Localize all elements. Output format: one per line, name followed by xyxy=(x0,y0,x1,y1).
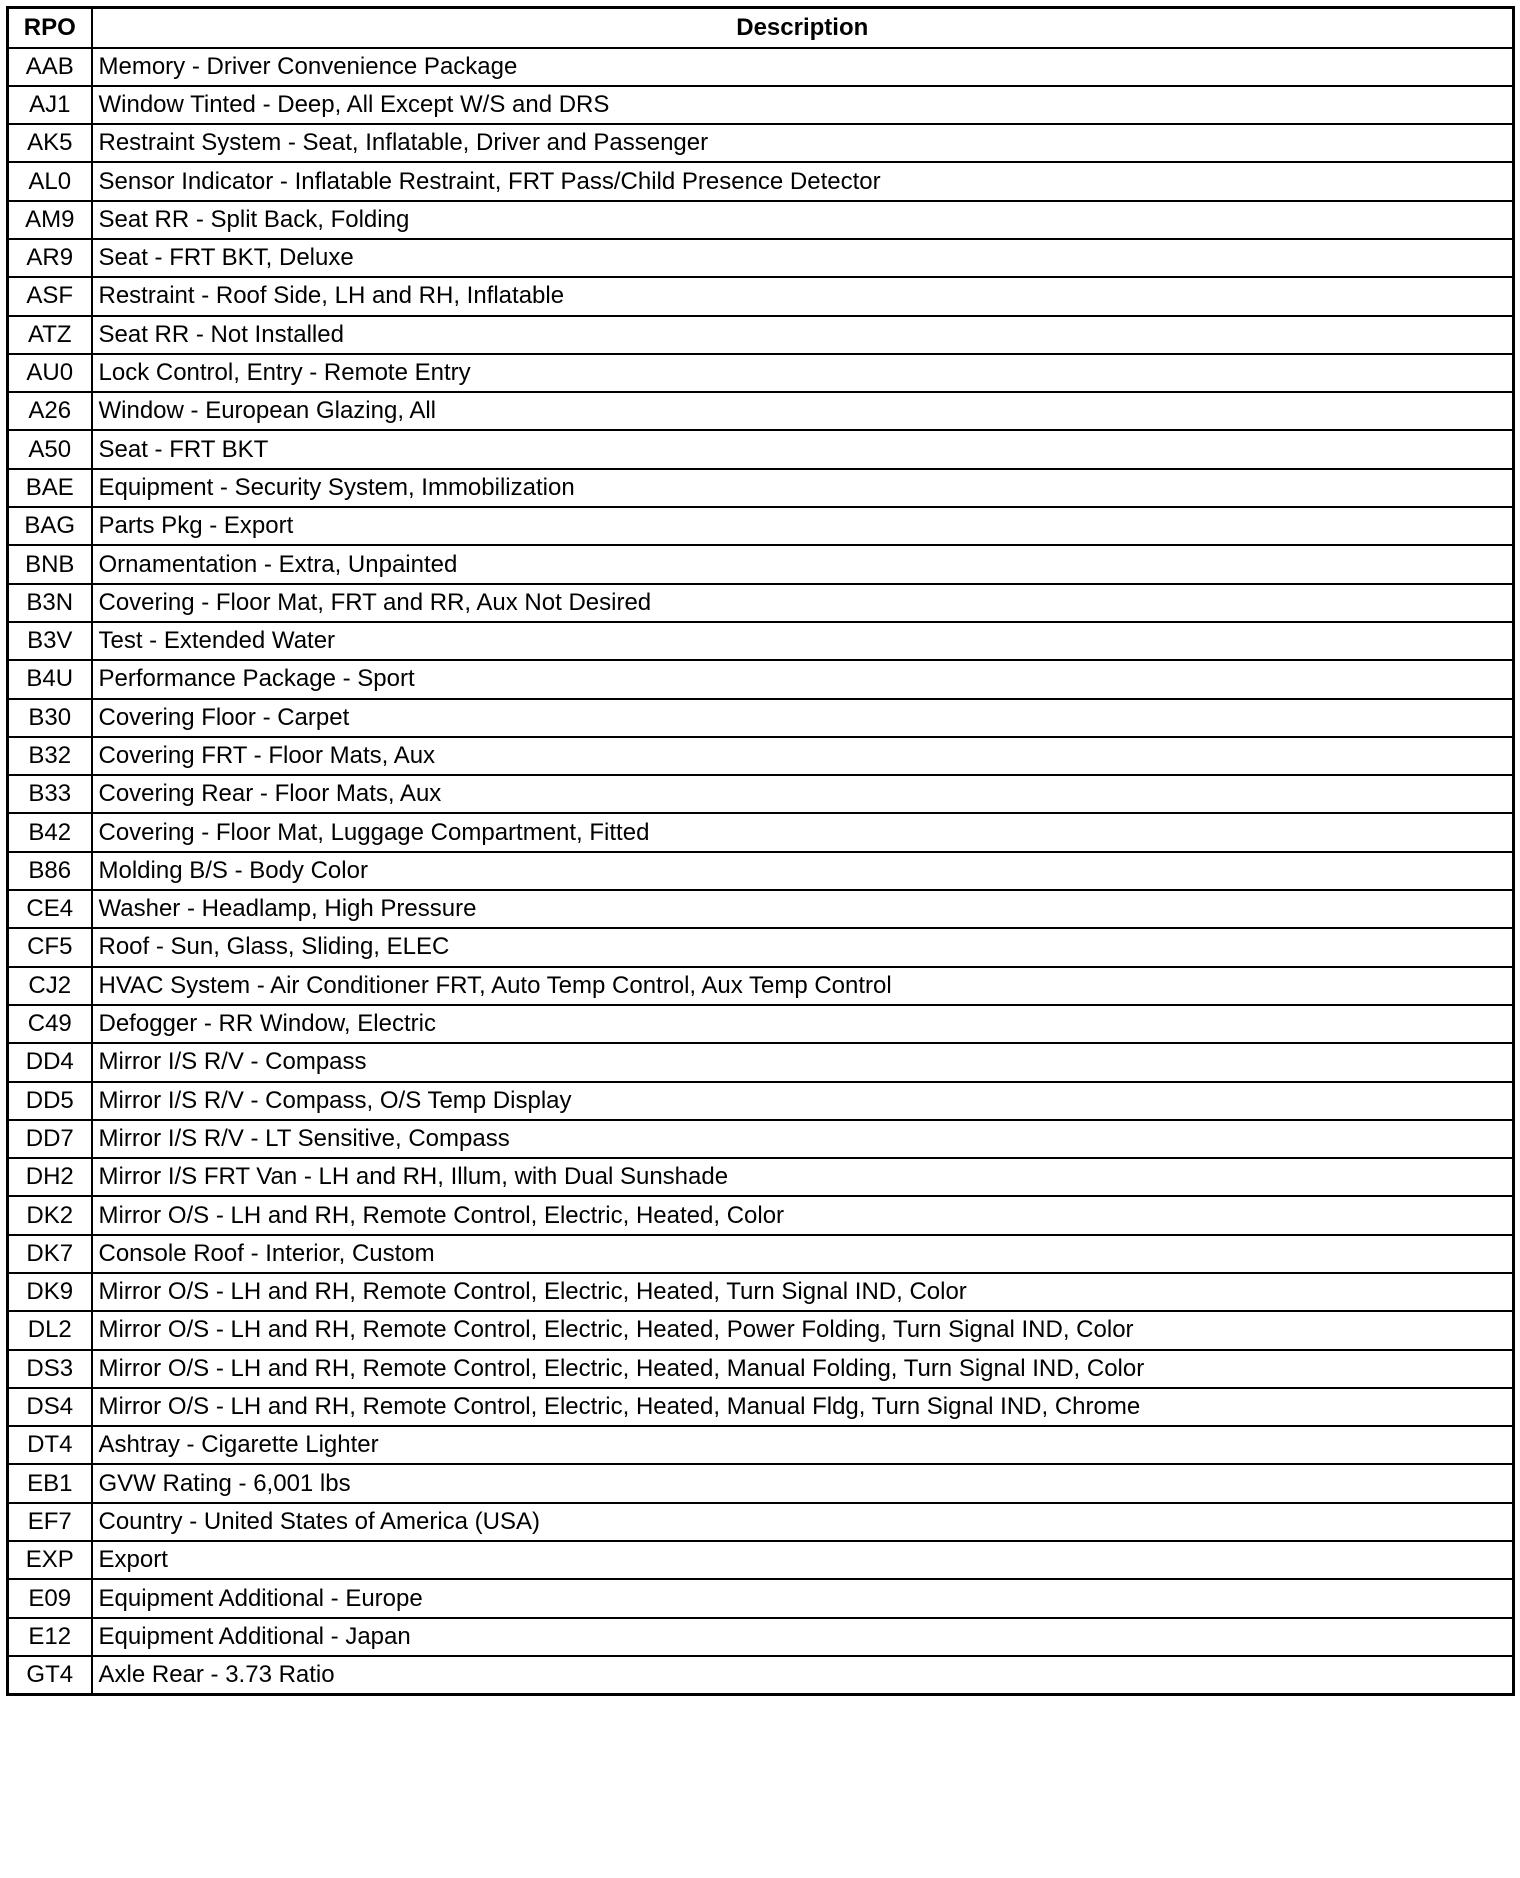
rpo-code-cell: AK5 xyxy=(8,124,92,162)
rpo-code-cell: A50 xyxy=(8,430,92,468)
table-body xyxy=(8,48,1514,1695)
table-row xyxy=(8,584,1514,622)
rpo-code-cell: B33 xyxy=(8,775,92,813)
table-row xyxy=(8,354,1514,392)
rpo-code-cell: DH2 xyxy=(8,1158,92,1196)
description-cell: Memory - Driver Convenience Package xyxy=(92,48,1514,86)
table-row xyxy=(8,1005,1514,1043)
table-row xyxy=(8,775,1514,813)
rpo-code-cell: DK9 xyxy=(8,1273,92,1311)
rpo-code-cell: CF5 xyxy=(8,928,92,966)
description-cell: Mirror O/S - LH and RH, Remote Control, Electric, Heated, Manual Fldg, Turn Signal IND, Chrome xyxy=(92,1388,1514,1426)
description-cell: Sensor Indicator - Inflatable Restraint, FRT Pass/Child Presence Detector xyxy=(92,162,1514,200)
table-row xyxy=(8,737,1514,775)
rpo-code-cell: EF7 xyxy=(8,1503,92,1541)
rpo-table xyxy=(6,6,1515,1696)
description-cell: Test - Extended Water xyxy=(92,622,1514,660)
table-row xyxy=(8,545,1514,583)
description-cell: Mirror O/S - LH and RH, Remote Control, Electric, Heated, Manual Folding, Turn Signal IND, Color xyxy=(92,1350,1514,1388)
rpo-code-cell: AU0 xyxy=(8,354,92,392)
description-column-header: Description xyxy=(92,8,1514,48)
description-cell: Seat - FRT BKT, Deluxe xyxy=(92,239,1514,277)
rpo-code-cell: B30 xyxy=(8,699,92,737)
description-cell: Window Tinted - Deep, All Except W/S and DRS xyxy=(92,86,1514,124)
table-row xyxy=(8,1541,1514,1579)
table-row xyxy=(8,1503,1514,1541)
rpo-code-cell: DD5 xyxy=(8,1082,92,1120)
description-cell: Restraint - Roof Side, LH and RH, Inflatable xyxy=(92,277,1514,315)
table-row xyxy=(8,507,1514,545)
description-cell: Equipment Additional - Europe xyxy=(92,1579,1514,1617)
rpo-code-cell: DS3 xyxy=(8,1350,92,1388)
description-cell: Mirror I/S R/V - LT Sensitive, Compass xyxy=(92,1120,1514,1158)
table-row xyxy=(8,699,1514,737)
header-row xyxy=(8,8,1514,48)
rpo-code-cell: B3V xyxy=(8,622,92,660)
description-cell: Parts Pkg - Export xyxy=(92,507,1514,545)
description-cell: Country - United States of America (USA) xyxy=(92,1503,1514,1541)
description-cell: Mirror O/S - LH and RH, Remote Control, Electric, Heated, Turn Signal IND, Color xyxy=(92,1273,1514,1311)
table-row xyxy=(8,201,1514,239)
rpo-code-cell: CJ2 xyxy=(8,967,92,1005)
description-cell: Covering Rear - Floor Mats, Aux xyxy=(92,775,1514,813)
rpo-code-cell: B4U xyxy=(8,660,92,698)
description-cell: Lock Control, Entry - Remote Entry xyxy=(92,354,1514,392)
rpo-code-cell: EB1 xyxy=(8,1464,92,1502)
rpo-code-cell: DS4 xyxy=(8,1388,92,1426)
rpo-code-cell: GT4 xyxy=(8,1656,92,1694)
description-cell: Covering Floor - Carpet xyxy=(92,699,1514,737)
table-row xyxy=(8,277,1514,315)
table-row xyxy=(8,1235,1514,1273)
table-row xyxy=(8,1579,1514,1617)
rpo-code-cell: BAG xyxy=(8,507,92,545)
description-cell: Export xyxy=(92,1541,1514,1579)
rpo-code-cell: DK7 xyxy=(8,1235,92,1273)
description-cell: Performance Package - Sport xyxy=(92,660,1514,698)
description-cell: Equipment Additional - Japan xyxy=(92,1618,1514,1656)
rpo-code-cell: DD7 xyxy=(8,1120,92,1158)
description-cell: Ornamentation - Extra, Unpainted xyxy=(92,545,1514,583)
rpo-code-cell: A26 xyxy=(8,392,92,430)
rpo-code-cell: DT4 xyxy=(8,1426,92,1464)
table-row xyxy=(8,928,1514,966)
rpo-code-cell: BAE xyxy=(8,469,92,507)
table-row xyxy=(8,660,1514,698)
rpo-code-cell: AR9 xyxy=(8,239,92,277)
table-row xyxy=(8,622,1514,660)
table-row xyxy=(8,1464,1514,1502)
rpo-code-cell: BNB xyxy=(8,545,92,583)
table-row xyxy=(8,239,1514,277)
table-row xyxy=(8,1656,1514,1694)
description-cell: Mirror O/S - LH and RH, Remote Control, Electric, Heated, Color xyxy=(92,1196,1514,1234)
description-cell: Roof - Sun, Glass, Sliding, ELEC xyxy=(92,928,1514,966)
description-cell: Window - European Glazing, All xyxy=(92,392,1514,430)
description-cell: Seat RR - Split Back, Folding xyxy=(92,201,1514,239)
table-row xyxy=(8,162,1514,200)
table-row xyxy=(8,1196,1514,1234)
rpo-code-cell: CE4 xyxy=(8,890,92,928)
description-cell: Seat - FRT BKT xyxy=(92,430,1514,468)
description-cell: GVW Rating - 6,001 lbs xyxy=(92,1464,1514,1502)
description-cell: Console Roof - Interior, Custom xyxy=(92,1235,1514,1273)
rpo-code-cell: EXP xyxy=(8,1541,92,1579)
rpo-code-cell: DD4 xyxy=(8,1043,92,1081)
table-row xyxy=(8,1120,1514,1158)
description-cell: Washer - Headlamp, High Pressure xyxy=(92,890,1514,928)
description-cell: Restraint System - Seat, Inflatable, Driver and Passenger xyxy=(92,124,1514,162)
table-row xyxy=(8,1388,1514,1426)
rpo-code-cell: B3N xyxy=(8,584,92,622)
rpo-column-header: RPO xyxy=(8,8,92,48)
description-cell: Mirror I/S R/V - Compass xyxy=(92,1043,1514,1081)
rpo-code-cell: B42 xyxy=(8,813,92,851)
table-row xyxy=(8,469,1514,507)
rpo-code-cell: ASF xyxy=(8,277,92,315)
rpo-code-cell: AJ1 xyxy=(8,86,92,124)
table-row xyxy=(8,1618,1514,1656)
rpo-code-cell: DL2 xyxy=(8,1311,92,1349)
table-row xyxy=(8,1311,1514,1349)
table-row xyxy=(8,1082,1514,1120)
description-cell: Mirror I/S R/V - Compass, O/S Temp Display xyxy=(92,1082,1514,1120)
description-cell: Covering - Floor Mat, FRT and RR, Aux Not Desired xyxy=(92,584,1514,622)
table-row xyxy=(8,316,1514,354)
description-cell: Seat RR - Not Installed xyxy=(92,316,1514,354)
rpo-code-cell: DK2 xyxy=(8,1196,92,1234)
table-row xyxy=(8,86,1514,124)
rpo-code-cell: AAB xyxy=(8,48,92,86)
rpo-code-cell: AM9 xyxy=(8,201,92,239)
table-row xyxy=(8,1273,1514,1311)
table-row xyxy=(8,1426,1514,1464)
description-cell: Mirror O/S - LH and RH, Remote Control, Electric, Heated, Power Folding, Turn Signal IND, Color xyxy=(92,1311,1514,1349)
description-cell: Mirror I/S FRT Van - LH and RH, Illum, with Dual Sunshade xyxy=(92,1158,1514,1196)
table-row xyxy=(8,813,1514,851)
rpo-code-cell: AL0 xyxy=(8,162,92,200)
rpo-code-cell: C49 xyxy=(8,1005,92,1043)
table-row xyxy=(8,392,1514,430)
table-row xyxy=(8,1158,1514,1196)
table-row xyxy=(8,852,1514,890)
rpo-code-cell: E12 xyxy=(8,1618,92,1656)
table-row xyxy=(8,48,1514,86)
rpo-code-cell: E09 xyxy=(8,1579,92,1617)
table-row xyxy=(8,1043,1514,1081)
table-row xyxy=(8,124,1514,162)
table-row xyxy=(8,430,1514,468)
description-cell: Axle Rear - 3.73 Ratio xyxy=(92,1656,1514,1694)
rpo-code-cell: ATZ xyxy=(8,316,92,354)
description-cell: Covering - Floor Mat, Luggage Compartment, Fitted xyxy=(92,813,1514,851)
description-cell: Molding B/S - Body Color xyxy=(92,852,1514,890)
description-cell: HVAC System - Air Conditioner FRT, Auto Temp Control, Aux Temp Control xyxy=(92,967,1514,1005)
description-cell: Equipment - Security System, Immobilization xyxy=(92,469,1514,507)
description-cell: Defogger - RR Window, Electric xyxy=(92,1005,1514,1043)
table-row xyxy=(8,967,1514,1005)
table-row xyxy=(8,1350,1514,1388)
table-row xyxy=(8,890,1514,928)
description-cell: Ashtray - Cigarette Lighter xyxy=(92,1426,1514,1464)
rpo-code-cell: B86 xyxy=(8,852,92,890)
rpo-code-cell: B32 xyxy=(8,737,92,775)
description-cell: Covering FRT - Floor Mats, Aux xyxy=(92,737,1514,775)
